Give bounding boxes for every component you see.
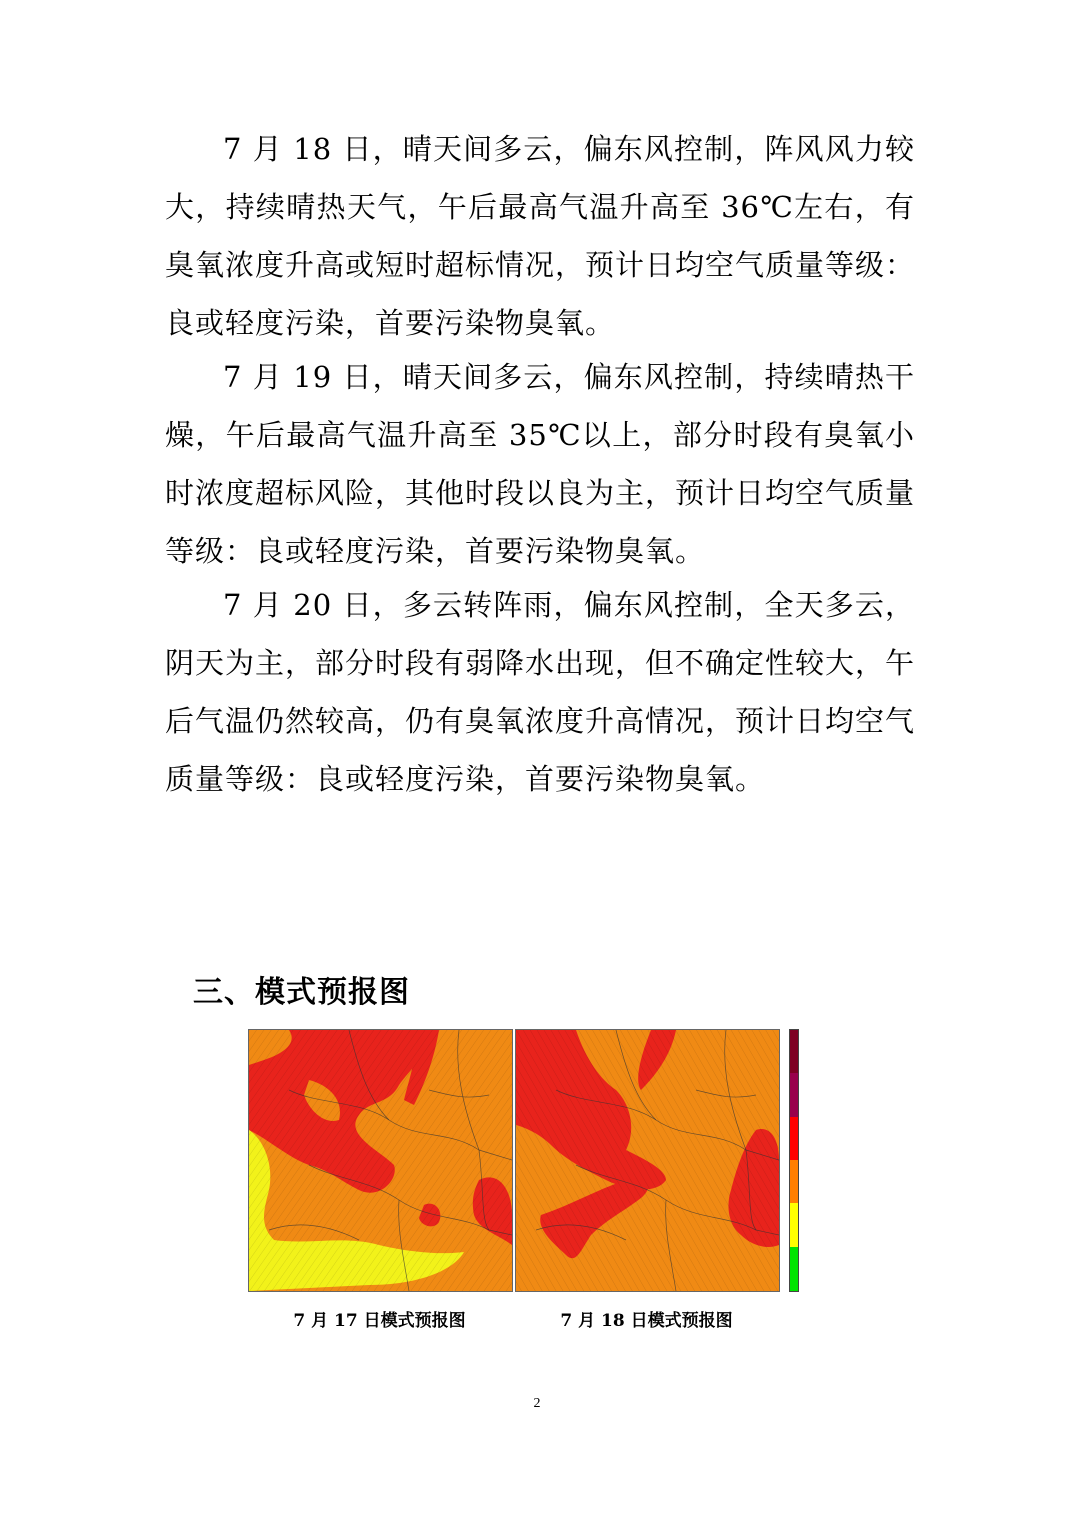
section-title: 三、模式预报图 <box>193 975 410 1010</box>
legend-band-severe <box>790 1030 798 1073</box>
aqi-color-legend <box>789 1029 799 1292</box>
legend-band-good <box>790 1203 798 1246</box>
wind-vector-overlay <box>249 1030 512 1291</box>
figure-caption-july-18: 7 月 18 日模式预报图 <box>560 1311 733 1331</box>
figure-caption-july-17: 7 月 17 日模式预报图 <box>293 1311 466 1331</box>
paragraph-july-20: 7 月 20 日，多云转阵雨，偏东风控制，全天多云，阴天为主，部分时段有弱降水出现，但不确定性较大，午后气温仍然较高，仍有臭氧浓度升高情况，预计日均空气质量等级：良或轻度污染，首要污染物臭氧。 <box>165 588 916 796</box>
page-number: 2 <box>533 1396 541 1411</box>
wind-vector-overlay <box>516 1030 779 1291</box>
legend-band-heavy <box>790 1073 798 1116</box>
paragraph-july-19: 7 月 19 日，晴天间多云，偏东风控制，持续晴热干燥，午后最高气温升高至 35℃以上，部分时段有臭氧小时浓度超标风险，其他时段以良为主，预计日均空气质量等级：良或轻度污染，首要污染物臭氧。 <box>165 360 916 568</box>
forecast-map-july-17 <box>248 1029 513 1292</box>
legend-band-light <box>790 1160 798 1203</box>
legend-band-moderate <box>790 1117 798 1160</box>
forecast-map-july-18-graphic <box>516 1030 779 1291</box>
forecast-map-july-17-graphic <box>249 1030 512 1291</box>
paragraph-july-18: 7 月 18 日，晴天间多云，偏东风控制，阵风风力较大，持续晴热天气，午后最高气温升高至 36℃左右，有臭氧浓度升高或短时超标情况，预计日均空气质量等级：良或轻度污染，首要污染物臭氧。 <box>165 132 916 340</box>
legend-band-excellent <box>790 1247 798 1291</box>
forecast-map-july-18 <box>515 1029 780 1292</box>
